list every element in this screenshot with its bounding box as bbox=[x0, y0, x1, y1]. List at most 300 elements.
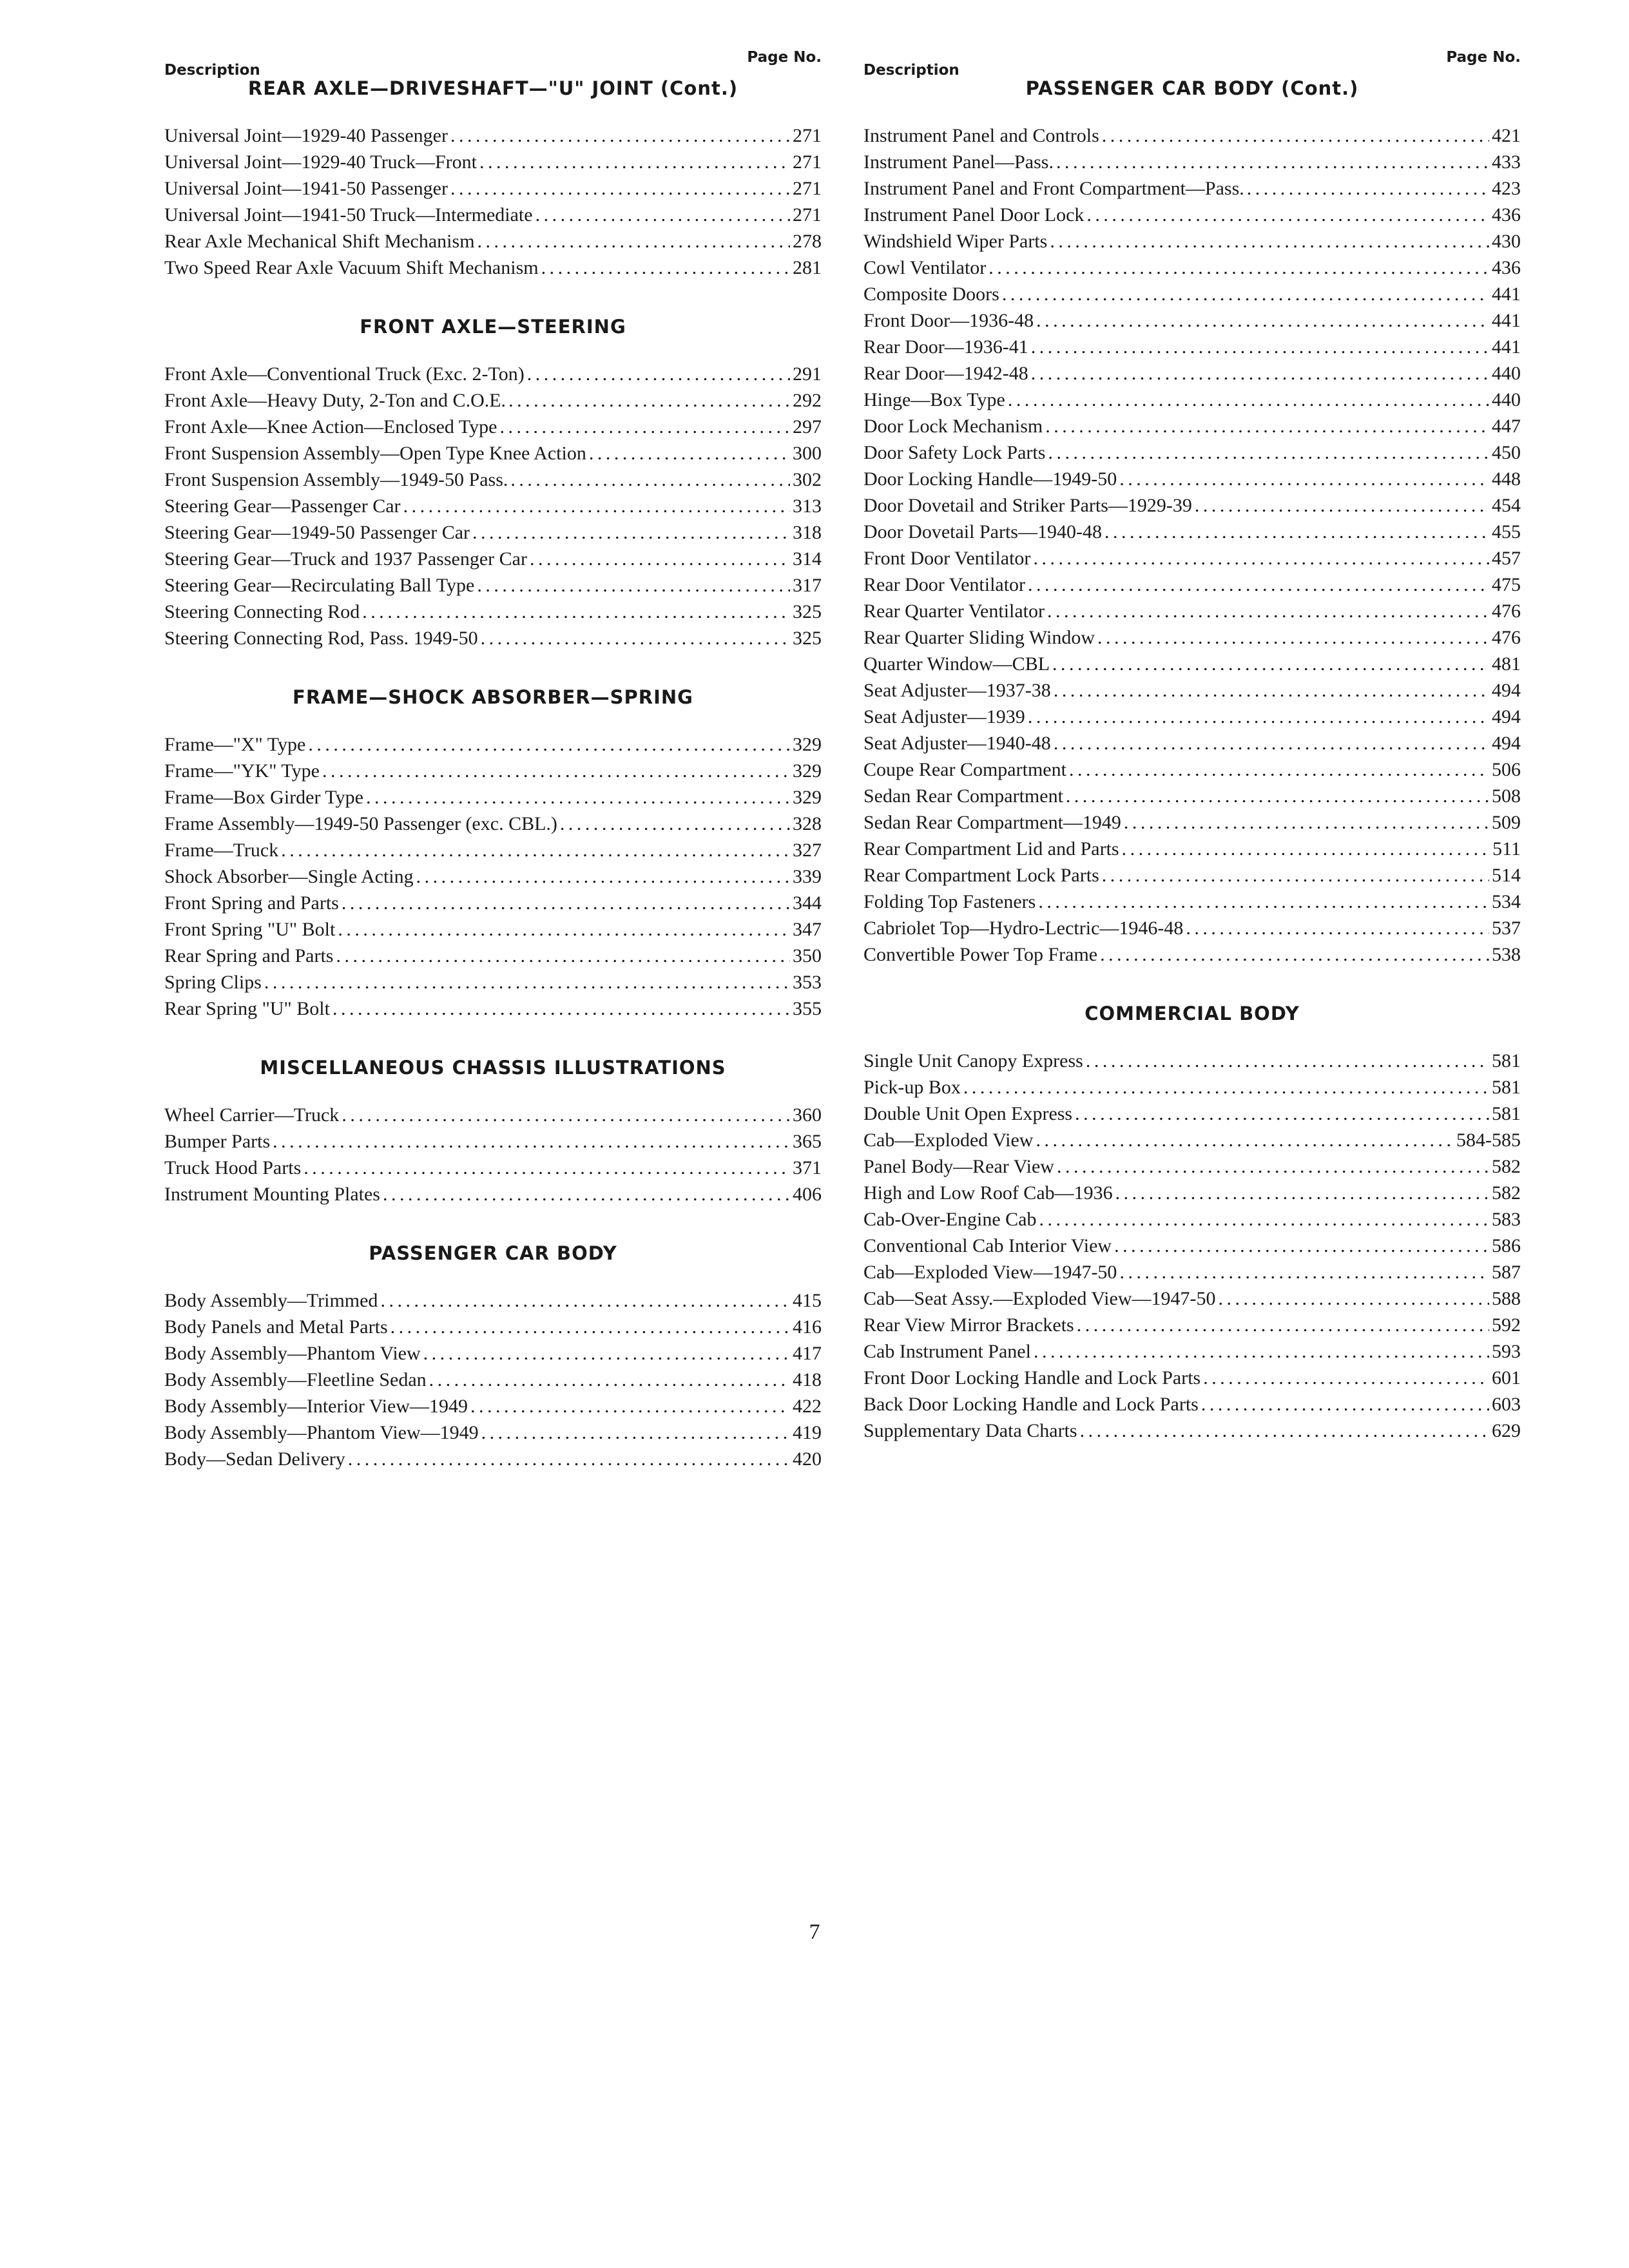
entry-description: Steering Connecting Rod, Pass. 1949-50 bbox=[164, 628, 478, 649]
page-no-label: Page No. bbox=[1446, 49, 1521, 66]
section-title: MISCELLANEOUS CHASSIS ILLUSTRATIONS bbox=[260, 1057, 726, 1079]
entry-description: Front Door Locking Handle and Lock Parts bbox=[863, 1367, 1201, 1389]
right-column bbox=[863, 32, 1521, 1479]
entry-page-number: 318 bbox=[793, 522, 822, 543]
entry-page-number: 582 bbox=[1492, 1156, 1521, 1177]
toc-entry bbox=[164, 1369, 822, 1396]
dot-leader bbox=[477, 575, 790, 597]
entry-page-number: 440 bbox=[1492, 363, 1521, 384]
entry-page-number: 436 bbox=[1492, 204, 1521, 226]
entry-description: Single Unit Canopy Express bbox=[863, 1050, 1083, 1072]
dot-leader bbox=[383, 1184, 790, 1206]
entry-description: Sedan Rear Compartment bbox=[863, 785, 1063, 807]
dot-leader bbox=[273, 1131, 790, 1153]
toc-entry bbox=[863, 1288, 1521, 1314]
entry-description: Front Suspension Assembly—Open Type Knee Action bbox=[164, 443, 586, 464]
toc-entry bbox=[164, 601, 822, 628]
entry-description: Steering Connecting Rod bbox=[164, 601, 360, 622]
toc-entry bbox=[863, 1129, 1521, 1156]
toc-entry bbox=[164, 469, 822, 495]
entry-description: Instrument Mounting Plates bbox=[164, 1184, 380, 1205]
entry-page-number: 422 bbox=[793, 1396, 822, 1417]
entry-description: Body Panels and Metal Parts bbox=[164, 1316, 388, 1338]
entry-description: Supplementary Data Charts bbox=[863, 1420, 1077, 1441]
entry-page-number: 581 bbox=[1492, 1050, 1521, 1072]
entry-page-number: 327 bbox=[793, 840, 822, 861]
toc-entry bbox=[863, 574, 1521, 601]
entry-description: Back Door Locking Handle and Lock Parts bbox=[863, 1394, 1199, 1415]
toc-entry bbox=[164, 443, 822, 469]
description-label: Description bbox=[164, 62, 260, 79]
section-title: REAR AXLE—DRIVESHAFT—"U" JOINT (Cont.) bbox=[247, 77, 738, 99]
entry-page-number: 406 bbox=[793, 1184, 822, 1205]
entry-description: Windshield Wiper Parts bbox=[863, 231, 1048, 252]
entry-description: Rear Quarter Ventilator bbox=[863, 601, 1045, 622]
dot-leader bbox=[348, 1448, 790, 1470]
dot-leader bbox=[1104, 521, 1489, 543]
dot-leader bbox=[1048, 442, 1489, 464]
entry-page-number: 440 bbox=[1492, 389, 1521, 410]
dot-leader bbox=[1080, 1420, 1489, 1442]
entry-description: Body Assembly—Interior View—1949 bbox=[164, 1396, 468, 1417]
dot-leader bbox=[338, 919, 790, 941]
toc-entry bbox=[164, 495, 822, 522]
toc-entry bbox=[863, 680, 1521, 706]
left-column-header bbox=[164, 32, 822, 79]
entry-page-number: 508 bbox=[1492, 785, 1521, 807]
entry-description: Frame—"YK" Type bbox=[164, 760, 320, 782]
entry-description: Folding Top Fasteners bbox=[863, 891, 1036, 912]
dot-leader bbox=[1038, 891, 1489, 913]
toc-entry bbox=[164, 257, 822, 284]
dot-leader bbox=[1075, 1103, 1489, 1125]
toc-entry bbox=[863, 1182, 1521, 1209]
entry-description: Convertible Power Top Frame bbox=[863, 944, 1098, 965]
dot-leader bbox=[1002, 284, 1489, 305]
toc-entry bbox=[863, 918, 1521, 944]
section-title: PASSENGER CAR BODY bbox=[369, 1242, 617, 1264]
toc-entry bbox=[863, 336, 1521, 363]
dot-leader bbox=[1036, 1129, 1454, 1151]
toc-entry bbox=[863, 944, 1521, 970]
toc-section bbox=[863, 77, 1521, 970]
toc-entry bbox=[863, 865, 1521, 891]
entry-page-number: 603 bbox=[1492, 1394, 1521, 1415]
toc-entry bbox=[863, 495, 1521, 521]
entry-description: Front Suspension Assembly—1949-50 Pass. bbox=[164, 469, 508, 490]
entry-page-number: 450 bbox=[1492, 442, 1521, 463]
entry-page-number: 350 bbox=[793, 945, 822, 966]
entry-description: Rear Compartment Lock Parts bbox=[863, 865, 1099, 886]
toc-entry bbox=[863, 363, 1521, 389]
entry-page-number: 586 bbox=[1492, 1235, 1521, 1256]
entry-page-number: 583 bbox=[1492, 1209, 1521, 1230]
toc-entry bbox=[863, 759, 1521, 785]
toc-entry bbox=[863, 1420, 1521, 1446]
entry-description: Cab—Exploded View bbox=[863, 1129, 1034, 1151]
toc-section bbox=[164, 686, 822, 1024]
dot-leader bbox=[541, 257, 790, 279]
toc-entry bbox=[164, 1131, 822, 1157]
entry-description: Door Locking Handle—1949-50 bbox=[863, 468, 1117, 490]
toc-entry bbox=[164, 628, 822, 654]
entry-description: Rear Spring "U" Bolt bbox=[164, 998, 330, 1019]
toc-entry bbox=[863, 1077, 1521, 1103]
entry-page-number: 314 bbox=[793, 548, 822, 570]
dot-leader bbox=[1122, 838, 1490, 860]
entry-description: Frame Assembly—1949-50 Passenger (exc. CBL.) bbox=[164, 813, 557, 834]
dot-leader bbox=[560, 813, 790, 835]
toc-entry bbox=[164, 522, 822, 548]
entry-page-number: 592 bbox=[1492, 1314, 1521, 1336]
entry-page-number: 278 bbox=[793, 231, 822, 252]
entry-page-number: 297 bbox=[793, 416, 822, 437]
toc-entry bbox=[863, 785, 1521, 812]
section-title: FRAME—SHOCK ABSORBER—SPRING bbox=[293, 686, 693, 708]
dot-leader bbox=[1008, 389, 1489, 411]
entry-page-number: 339 bbox=[793, 866, 822, 887]
entry-page-number: 587 bbox=[1492, 1262, 1521, 1283]
toc-entry bbox=[164, 945, 822, 972]
entry-page-number: 581 bbox=[1492, 1077, 1521, 1098]
dot-leader bbox=[1031, 363, 1489, 385]
entry-page-number: 355 bbox=[793, 998, 822, 1019]
dot-leader bbox=[1186, 918, 1489, 939]
entry-description: Double Unit Open Express bbox=[863, 1103, 1073, 1124]
toc-entry bbox=[164, 178, 822, 204]
entry-page-number: 511 bbox=[1492, 838, 1521, 860]
entry-page-number: 494 bbox=[1492, 706, 1521, 727]
entry-description: Steering Gear—Passenger Car bbox=[164, 495, 401, 517]
section-title: PASSENGER CAR BODY (Cont.) bbox=[1025, 77, 1359, 99]
dot-leader bbox=[499, 416, 790, 438]
right-column-header bbox=[863, 32, 1521, 79]
toc-entry bbox=[863, 521, 1521, 548]
entry-description: Rear Spring and Parts bbox=[164, 945, 334, 966]
entry-page-number: 271 bbox=[793, 178, 822, 199]
toc-section bbox=[164, 1057, 822, 1210]
entry-page-number: 448 bbox=[1492, 468, 1521, 490]
toc-entry bbox=[863, 389, 1521, 416]
entry-description: Spring Clips bbox=[164, 972, 262, 993]
entry-description: Steering Gear—Truck and 1937 Passenger Car bbox=[164, 548, 527, 570]
entry-description: Front Axle—Knee Action—Enclosed Type bbox=[164, 416, 497, 437]
dot-leader bbox=[1119, 468, 1489, 490]
entry-description: Universal Joint—1941-50 Truck—Intermediate bbox=[164, 204, 533, 226]
dot-leader bbox=[1028, 706, 1489, 728]
dot-leader bbox=[472, 522, 790, 544]
entry-page-number: 454 bbox=[1492, 495, 1521, 516]
dot-leader bbox=[1045, 416, 1489, 437]
entry-page-number: 313 bbox=[793, 495, 822, 517]
entry-description: Instrument Panel and Controls bbox=[863, 125, 1099, 146]
entry-description: Door Dovetail and Striker Parts—1929-39 bbox=[863, 495, 1192, 516]
entry-description: Frame—Truck bbox=[164, 840, 279, 861]
entry-description: Seat Adjuster—1940-48 bbox=[863, 733, 1051, 754]
toc-entry bbox=[164, 231, 822, 257]
entry-description: Rear Compartment Lid and Parts bbox=[863, 838, 1119, 860]
toc-entry bbox=[863, 733, 1521, 759]
toc-entry bbox=[164, 575, 822, 601]
toc-entry bbox=[164, 1396, 822, 1422]
toc-entry bbox=[164, 1316, 822, 1343]
toc-entry bbox=[164, 892, 822, 919]
toc-entry bbox=[164, 1104, 822, 1131]
toc-entry bbox=[164, 787, 822, 813]
toc-entry bbox=[863, 838, 1521, 865]
dot-leader bbox=[1201, 1394, 1489, 1416]
toc-entry bbox=[863, 601, 1521, 627]
toc-section bbox=[863, 1003, 1521, 1446]
entry-page-number: 584-585 bbox=[1456, 1129, 1521, 1151]
entry-page-number: 475 bbox=[1492, 574, 1521, 595]
toc-entry bbox=[164, 813, 822, 840]
toc-entry bbox=[863, 1341, 1521, 1367]
entry-description: Universal Joint—1929-40 Truck—Front bbox=[164, 151, 477, 173]
entry-description: Two Speed Rear Axle Vacuum Shift Mechanism bbox=[164, 257, 539, 278]
toc-entry bbox=[164, 390, 822, 416]
entry-description: Frame—Box Girder Type bbox=[164, 787, 363, 808]
entry-page-number: 629 bbox=[1492, 1420, 1521, 1441]
toc-entry bbox=[164, 1184, 822, 1210]
left-column bbox=[164, 32, 822, 1507]
dot-leader bbox=[470, 1396, 790, 1418]
toc-entry bbox=[164, 125, 822, 151]
entry-page-number: 593 bbox=[1492, 1341, 1521, 1362]
dot-leader bbox=[1124, 812, 1489, 834]
dot-leader bbox=[481, 1422, 790, 1444]
entry-description: Door Dovetail Parts—1940-48 bbox=[863, 521, 1102, 543]
toc-entry bbox=[164, 1290, 822, 1316]
entry-description: Steering Gear—Recirculating Ball Type bbox=[164, 575, 475, 596]
entry-description: Rear Axle Mechanical Shift Mechanism bbox=[164, 231, 475, 252]
entry-page-number: 447 bbox=[1492, 416, 1521, 437]
dot-leader bbox=[342, 892, 790, 914]
entry-description: Front Spring and Parts bbox=[164, 892, 339, 914]
entry-description: Body Assembly—Trimmed bbox=[164, 1290, 378, 1311]
toc-entry bbox=[863, 125, 1521, 151]
entry-description: Bumper Parts bbox=[164, 1131, 271, 1152]
entry-page-number: 441 bbox=[1492, 284, 1521, 305]
toc-entry bbox=[164, 972, 822, 998]
entry-page-number: 423 bbox=[1492, 178, 1521, 199]
entry-page-number: 271 bbox=[793, 204, 822, 226]
entry-description: Universal Joint—1929-40 Passenger bbox=[164, 125, 448, 146]
toc-entry bbox=[164, 151, 822, 178]
dot-leader bbox=[1102, 865, 1489, 887]
entry-page-number: 433 bbox=[1492, 151, 1521, 173]
entry-page-number: 506 bbox=[1492, 759, 1521, 780]
dot-leader bbox=[988, 257, 1489, 279]
entry-description: Quarter Window—CBL bbox=[863, 653, 1050, 675]
dot-leader bbox=[450, 125, 790, 147]
toc-entry bbox=[863, 1394, 1521, 1420]
toc-entry bbox=[164, 1422, 822, 1448]
entry-page-number: 302 bbox=[793, 469, 822, 490]
dot-leader bbox=[1036, 310, 1489, 332]
entry-page-number: 271 bbox=[793, 125, 822, 146]
dot-leader bbox=[479, 151, 790, 173]
entry-description: Pick-up Box bbox=[863, 1077, 961, 1098]
dot-leader bbox=[1047, 601, 1489, 622]
entry-description: Rear View Mirror Brackets bbox=[863, 1314, 1074, 1336]
page-no-label: Page No. bbox=[747, 49, 822, 66]
entry-description: Rear Door—1936-41 bbox=[863, 336, 1028, 358]
entry-page-number: 317 bbox=[793, 575, 822, 596]
dot-leader bbox=[366, 787, 790, 809]
toc-entry bbox=[863, 257, 1521, 284]
toc-entry bbox=[863, 1262, 1521, 1288]
toc-entry bbox=[863, 1103, 1521, 1129]
dot-leader bbox=[527, 363, 790, 385]
toc-entry bbox=[164, 998, 822, 1024]
entry-page-number: 509 bbox=[1492, 812, 1521, 833]
toc-entry bbox=[863, 1235, 1521, 1262]
entry-page-number: 430 bbox=[1492, 231, 1521, 252]
entry-page-number: 371 bbox=[793, 1157, 822, 1178]
entry-page-number: 441 bbox=[1492, 310, 1521, 331]
entry-page-number: 421 bbox=[1492, 125, 1521, 146]
entry-page-number: 344 bbox=[793, 892, 822, 914]
toc-entry bbox=[863, 231, 1521, 257]
dot-leader bbox=[264, 972, 790, 994]
entry-description: Front Door—1936-48 bbox=[863, 310, 1034, 331]
toc-section bbox=[164, 316, 822, 654]
toc-entry bbox=[863, 1050, 1521, 1077]
dot-leader bbox=[1219, 1288, 1490, 1310]
toc-section bbox=[164, 1242, 822, 1475]
entry-page-number: 588 bbox=[1492, 1288, 1521, 1309]
dot-leader bbox=[1052, 653, 1489, 675]
toc-entry bbox=[164, 866, 822, 892]
toc-entry bbox=[863, 1367, 1521, 1394]
toc-section bbox=[164, 77, 822, 284]
dot-leader bbox=[508, 390, 790, 412]
section-title: FRONT AXLE—STEERING bbox=[360, 316, 626, 338]
toc-entry bbox=[164, 548, 822, 575]
dot-leader bbox=[1077, 1314, 1489, 1336]
entry-page-number: 360 bbox=[793, 1104, 822, 1126]
dot-leader bbox=[510, 469, 790, 491]
entry-description: Cabriolet Top—Hydro-Lectric—1946-48 bbox=[863, 918, 1184, 939]
dot-leader bbox=[281, 840, 790, 861]
dot-leader bbox=[1097, 627, 1489, 649]
entry-page-number: 455 bbox=[1492, 521, 1521, 543]
toc-entry bbox=[863, 204, 1521, 231]
entry-description: Cowl Ventilator bbox=[863, 257, 987, 278]
toc-entry bbox=[863, 1209, 1521, 1235]
dot-leader bbox=[1247, 178, 1489, 200]
entry-description: Body Assembly—Phantom View—1949 bbox=[164, 1422, 479, 1443]
dot-leader bbox=[1086, 204, 1489, 226]
dot-leader bbox=[304, 1157, 790, 1179]
entry-description: Panel Body—Rear View bbox=[863, 1156, 1054, 1177]
entry-page-number: 581 bbox=[1492, 1103, 1521, 1124]
dot-leader bbox=[333, 998, 790, 1020]
toc-entry bbox=[863, 706, 1521, 733]
entry-page-number: 353 bbox=[793, 972, 822, 993]
entry-description: Conventional Cab Interior View bbox=[863, 1235, 1112, 1256]
entry-page-number: 457 bbox=[1492, 548, 1521, 569]
dot-leader bbox=[450, 178, 790, 200]
entry-description: Front Spring "U" Bolt bbox=[164, 919, 336, 940]
entry-description: Rear Quarter Sliding Window bbox=[863, 627, 1095, 648]
section-title: COMMERCIAL BODY bbox=[1084, 1003, 1300, 1024]
entry-description: Body Assembly—Fleetline Sedan bbox=[164, 1369, 427, 1390]
dot-leader bbox=[1115, 1182, 1489, 1204]
toc-entry bbox=[863, 891, 1521, 918]
entry-page-number: 281 bbox=[793, 257, 822, 278]
toc-entry bbox=[863, 468, 1521, 495]
entry-description: Frame—"X" Type bbox=[164, 734, 306, 755]
dot-leader bbox=[403, 495, 790, 517]
dot-leader bbox=[1056, 151, 1489, 173]
entry-description: Wheel Carrier—Truck bbox=[164, 1104, 340, 1126]
entry-page-number: 481 bbox=[1492, 653, 1521, 675]
entry-description: Front Door Ventilator bbox=[863, 548, 1031, 569]
entry-description: Cab-Over-Engine Cab bbox=[863, 1209, 1037, 1230]
dot-leader bbox=[1066, 785, 1489, 807]
entry-page-number: 417 bbox=[793, 1343, 822, 1364]
toc-entry bbox=[164, 204, 822, 231]
dot-leader bbox=[1119, 1262, 1489, 1283]
entry-page-number: 365 bbox=[793, 1131, 822, 1152]
toc-entry bbox=[164, 919, 822, 945]
entry-page-number: 441 bbox=[1492, 336, 1521, 358]
dot-leader bbox=[423, 1343, 790, 1365]
dot-leader bbox=[1034, 1341, 1489, 1363]
dot-leader bbox=[1028, 574, 1489, 596]
toc-entry bbox=[164, 1343, 822, 1369]
dot-leader bbox=[1057, 1156, 1489, 1178]
toc-entry bbox=[863, 310, 1521, 336]
toc-entry bbox=[164, 1157, 822, 1184]
entry-description: Instrument Panel—Pass. bbox=[863, 151, 1054, 173]
entry-page-number: 347 bbox=[793, 919, 822, 940]
dot-leader bbox=[1069, 759, 1489, 781]
entry-page-number: 328 bbox=[793, 813, 822, 834]
entry-description: Steering Gear—1949-50 Passenger Car bbox=[164, 522, 470, 543]
dot-leader bbox=[530, 548, 790, 570]
entry-page-number: 537 bbox=[1492, 918, 1521, 939]
description-label: Description bbox=[863, 62, 959, 79]
left-section-list bbox=[164, 77, 822, 1475]
entry-page-number: 494 bbox=[1492, 733, 1521, 754]
toc-entry bbox=[164, 760, 822, 787]
toc-entry bbox=[164, 416, 822, 443]
dot-leader bbox=[535, 204, 790, 226]
dot-leader bbox=[336, 945, 790, 967]
dot-leader bbox=[362, 601, 790, 623]
entry-description: Body—Sedan Delivery bbox=[164, 1448, 345, 1470]
entry-page-number: 476 bbox=[1492, 601, 1521, 622]
dot-leader bbox=[1203, 1367, 1489, 1389]
entry-page-number: 582 bbox=[1492, 1182, 1521, 1204]
toc-entry bbox=[863, 548, 1521, 574]
entry-description: Rear Door Ventilator bbox=[863, 574, 1026, 595]
entry-page-number: 419 bbox=[793, 1422, 822, 1443]
dot-leader bbox=[1100, 944, 1489, 966]
entry-page-number: 292 bbox=[793, 390, 822, 411]
entry-description: Composite Doors bbox=[863, 284, 999, 305]
dot-leader bbox=[1050, 231, 1489, 253]
toc-entry bbox=[863, 416, 1521, 442]
toc-entry bbox=[863, 178, 1521, 204]
entry-description: Body Assembly—Phantom View bbox=[164, 1343, 421, 1364]
dot-leader bbox=[342, 1104, 790, 1126]
entry-description: Universal Joint—1941-50 Passenger bbox=[164, 178, 448, 199]
toc-entry bbox=[863, 284, 1521, 310]
